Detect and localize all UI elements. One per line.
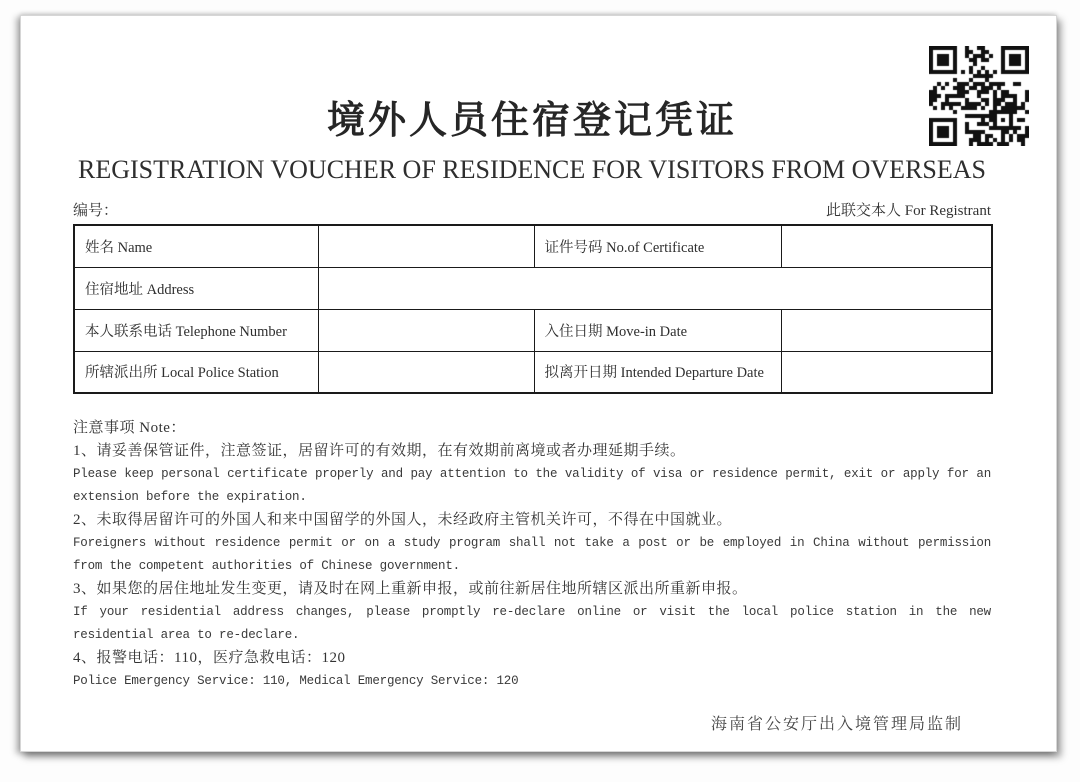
departure-date-label: 拟离开日期 Intended Departure Date bbox=[534, 351, 781, 393]
telephone-value-cell bbox=[318, 309, 534, 351]
note-4-chinese: 4、报警电话：110，医疗急救电话：120 bbox=[73, 650, 346, 667]
name-label: 姓名 Name bbox=[74, 225, 318, 267]
voucher-sheet bbox=[20, 15, 1057, 752]
note-1-chinese: 1、请妥善保管证件，注意签证，居留许可的有效期，在有效期前离境或者办理延期手续。 bbox=[73, 443, 686, 460]
certificate-no-value-cell bbox=[781, 225, 992, 267]
police-station-value-cell bbox=[318, 351, 534, 393]
note-4-english: Police Emergency Service: 110, Medical Emergency Service: 120 bbox=[73, 674, 519, 689]
address-label: 住宿地址 Address bbox=[74, 267, 318, 309]
notes-section bbox=[73, 417, 991, 693]
registrant-copy-note: 此联交本人 For Registrant bbox=[826, 203, 991, 220]
departure-date-value-cell bbox=[781, 351, 992, 393]
table-row-police-station bbox=[74, 351, 992, 393]
note-2-chinese: 2、未取得居留许可的外国人和来中国留学的外国人，未经政府主管机关许可，不得在中国就业。 bbox=[73, 512, 733, 529]
serial-number-label: 编号： bbox=[73, 203, 119, 220]
registration-table bbox=[73, 224, 993, 394]
certificate-no-label: 证件号码 No.of Certificate bbox=[534, 225, 781, 267]
note-1-english: Please keep personal certificate properly and pay attention to the validity of visa or residence permit, exit or apply for an extension before the expiration. bbox=[73, 467, 991, 505]
move-in-date-value-cell bbox=[781, 309, 992, 351]
move-in-date-label: 入住日期 Move-in Date bbox=[534, 309, 781, 351]
serial-row bbox=[73, 199, 991, 220]
table-row-telephone bbox=[74, 309, 992, 351]
note-2-english: Foreigners without residence permit or on a study program shall not take a post or be employed in China without permission from the competent authorities of Chinese government. bbox=[73, 536, 991, 574]
note-3-chinese: 3、如果您的居住地址发生变更，请及时在网上重新申报，或前往新居住地所辖区派出所重新申报。 bbox=[73, 581, 748, 598]
telephone-label: 本人联系电话 Telephone Number bbox=[74, 309, 318, 351]
note-3-english: If your residential address changes, please promptly re-declare online or visit the local police station in the new residential area to re-declare. bbox=[73, 605, 991, 643]
table-row-address bbox=[74, 267, 992, 309]
table-row-name bbox=[74, 225, 992, 267]
page-title-english: REGISTRATION VOUCHER OF RESIDENCE FOR VISITORS FROM OVERSEAS bbox=[78, 154, 986, 184]
address-value-cell bbox=[318, 267, 992, 309]
police-station-label: 所辖派出所 Local Police Station bbox=[74, 351, 318, 393]
voucher-content bbox=[73, 16, 991, 734]
issuer-footer: 海南省公安厅出入境管理局监制 bbox=[710, 716, 963, 734]
page-title-chinese: 境外人员住宿登记凭证 bbox=[326, 100, 737, 142]
notes-heading: 注意事项 Note： bbox=[73, 420, 186, 437]
name-value-cell bbox=[318, 225, 534, 267]
